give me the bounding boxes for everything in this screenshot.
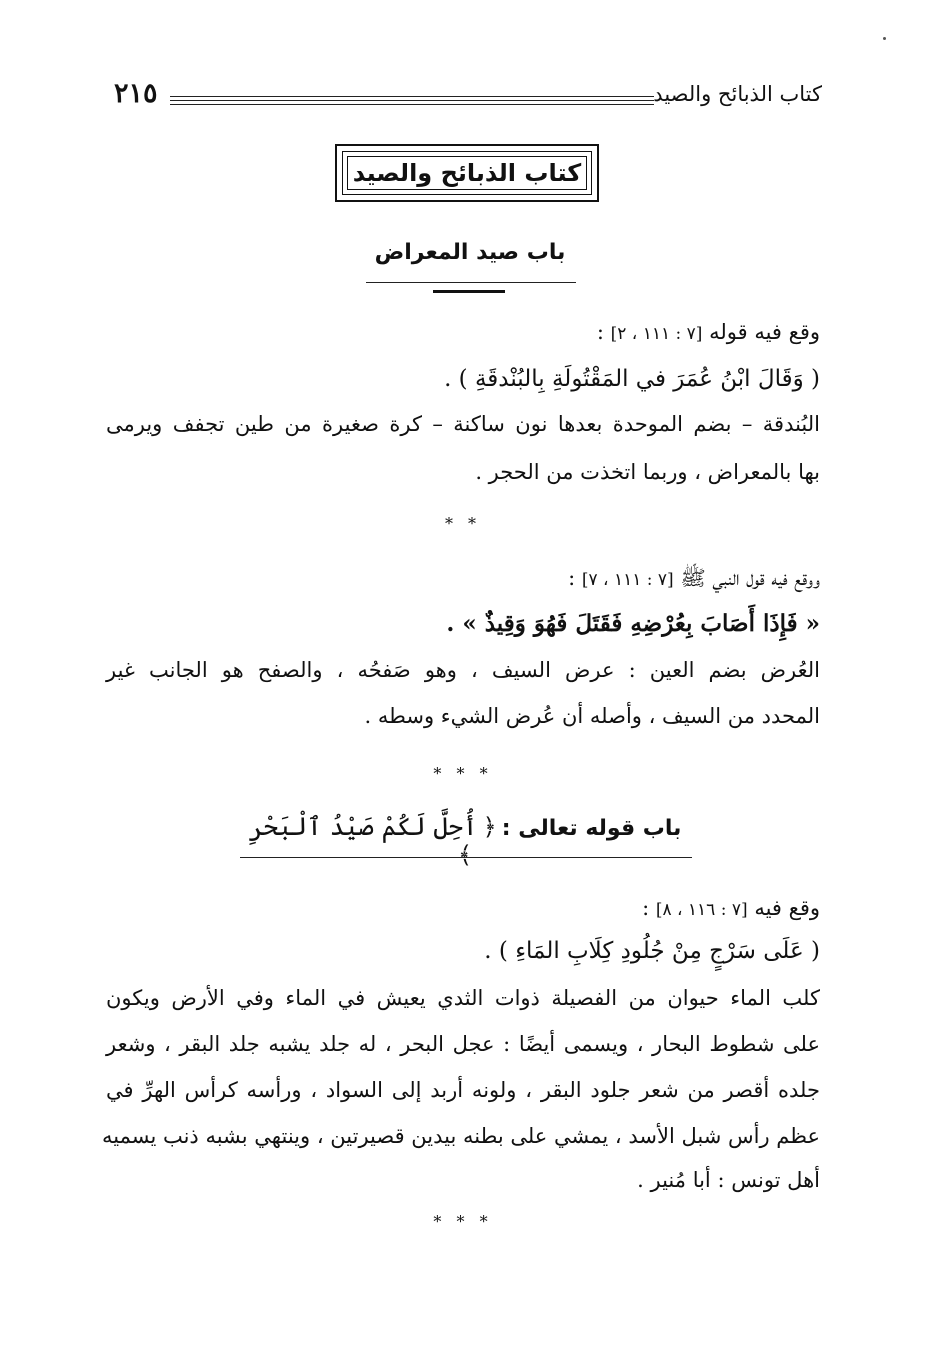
explanation-line: كلب الماء حيوان من الفصيلة ذوات الثدي يعيش في الماء وفي الأرض ويكون — [106, 986, 820, 1010]
quran-bracket-open: ﴿ — [482, 813, 497, 841]
citation-line — [568, 568, 820, 589]
explanation-line: بها بالمعراض ، وربما اتخذت من الحجر . — [475, 460, 820, 484]
colon: : — [642, 896, 650, 920]
colon: : — [596, 320, 604, 344]
chapter-underline — [366, 282, 576, 283]
explanation-line: جلده أقصر من شعر جلود البقر ، ولونه أربد إلى السواد ، ورأسه كرأس الهرِّ في — [106, 1078, 820, 1102]
scan-speck — [883, 37, 886, 40]
section-separator: * * * — [433, 1212, 493, 1231]
section-separator: * * * — [433, 764, 493, 783]
chapter-heading — [240, 812, 690, 869]
running-title: كتاب الذبائح والصيد — [653, 82, 822, 106]
colon: : — [568, 566, 576, 590]
chapter-underline — [240, 857, 692, 858]
running-header — [108, 78, 822, 116]
intro-text: وقع فيه قوله — [709, 320, 820, 344]
header-rule — [170, 96, 654, 97]
explanation-line: عظم رأس شبل الأسد ، يمشي على بطنه بيدين قصيرتين ، وينتهي بشبه ذنب يسميه — [101, 1124, 820, 1148]
quran-bracket-close: ﴾ — [457, 841, 473, 869]
quran-verse: أُحِلَّ لَكُمْ صَيْدُ ٱلْبَحْرِ — [248, 812, 478, 841]
explanation-line: البُندقة – بضم الموحدة بعدها نون ساكنة – كرة صغيرة من طين تجفف ويرمى — [106, 412, 820, 436]
explanation-line: على شطوط البحار ، ويسمى أيضًا : عجل البحر ، له جلد يشبه جلد البقر ، وشعر — [106, 1032, 820, 1056]
explanation-line: المحدد من السيف ، وأصله أن عُرض الشيء وسطه . — [364, 704, 820, 728]
chapter-title: باب قوله تعالى : — [501, 816, 682, 841]
header-rule — [170, 104, 654, 105]
chapter-heading — [340, 240, 600, 265]
section-separator: * * — [444, 514, 482, 533]
explanation-line: العُرض بضم العين : عرض السيف ، وهو صَفحُه ، والصفح هو الجانب غير — [106, 658, 820, 682]
hadith-text: « فَإِذَا أَصَابَ بِعُرْضِهِ فَقَتَلَ فَهُوَ وَقِيذٌ » . — [446, 610, 820, 637]
volume-page-reference: [٧ : ١١١ ، ٧] — [581, 570, 674, 590]
chapter-title: باب صيد المعراض — [374, 240, 566, 265]
book-title: كتاب الذبائح والصيد — [352, 159, 582, 187]
volume-page-reference: [٧ : ١١٦ ، ٨] — [655, 900, 748, 920]
quoted-text: ( عَلَى سَرْجٍ مِنْ جُلُودِ كِلَابِ المَاءِ ) . — [484, 938, 820, 964]
explanation-line: أهل تونس : أبا مُنير . — [637, 1168, 820, 1192]
chapter-underline-bar — [433, 290, 505, 293]
intro-text: وقع فيه — [754, 896, 820, 920]
volume-page-reference: [٧ : ١١١ ، ٢] — [610, 324, 703, 344]
quoted-text: ( وَقَالَ ابْنُ عُمَرَ في المَقْتُولَةِ بِالبُنْدقَةِ ) . — [444, 366, 820, 392]
citation-line — [597, 322, 820, 343]
intro-text: ووقع فيه قول النبي ﷺ — [680, 566, 820, 590]
page-number: ٢١٥ — [114, 78, 158, 109]
header-rule — [170, 100, 654, 101]
book-title-frame — [335, 144, 599, 202]
citation-line — [642, 898, 820, 919]
